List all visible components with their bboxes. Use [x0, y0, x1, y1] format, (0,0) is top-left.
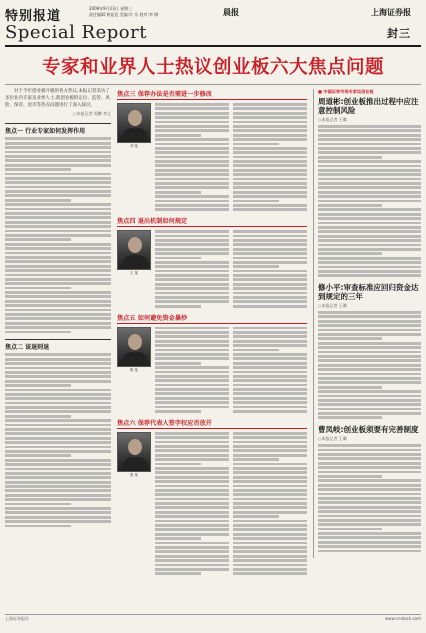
right-article-3	[318, 425, 421, 552]
article-columns	[5, 85, 421, 633]
body-text	[155, 432, 229, 575]
body-text	[233, 327, 307, 413]
main-headline: 专家和业界人士热议创业板六大焦点问题	[5, 47, 421, 85]
portrait-photo	[117, 327, 151, 367]
article-title: 周道彬:创业板推出过程中应注意控制风险	[318, 97, 419, 115]
focus-section-4	[117, 216, 307, 307]
portrait-photo	[117, 230, 151, 270]
body-text	[233, 103, 307, 211]
article-byline: ○本报记者 王璐	[318, 117, 347, 122]
section-title-en: Special Report	[5, 22, 147, 43]
section-title: 焦点一 行业专家如何发挥作用	[5, 123, 111, 135]
focus-section-3	[117, 89, 307, 211]
photo-caption: 陈 某	[129, 367, 139, 372]
issue-date: 2009年9月23日 星期三	[89, 6, 133, 11]
paper-logo: 晨报	[223, 7, 239, 17]
page-footer	[5, 614, 421, 620]
body-text	[155, 103, 229, 211]
right-article-2	[318, 283, 421, 419]
article-byline: ○本报记者 王璐	[318, 303, 347, 309]
left-section-1	[5, 123, 111, 333]
editor-credits: 责任编辑:黄显达 美编:许 乐 校对:李 钢	[89, 12, 159, 17]
body-text	[5, 137, 111, 333]
article-byline: ○本报记者 王璐	[318, 436, 347, 442]
column-kicker: ■ 中国证券市场专家谈创业板	[318, 89, 374, 94]
focus-title: 焦点三 保荐办法是否需进一步修改	[117, 89, 307, 100]
body-text	[233, 432, 307, 575]
body-text	[233, 230, 307, 307]
portrait-photo	[117, 432, 151, 472]
paper-name: 上海证券报	[371, 7, 411, 17]
photo-caption: 张 某	[129, 472, 139, 477]
left-section-2	[5, 339, 111, 527]
focus-section-6	[117, 418, 307, 575]
portrait-photo	[117, 103, 151, 143]
focus-title: 焦点五 如何避免资金暴炒	[117, 313, 307, 324]
intro-text: 对于今年创业板开板的各方热议,本报记者采访了多位业内专家及业界人士,就创业板的定位、监管、风险、保荐、退市等热点问题进行了深入探讨。	[5, 89, 110, 108]
page-number: 封三	[387, 27, 411, 40]
middle-column	[117, 89, 307, 580]
focus-title: 焦点六 保荐代表人签字权应否放开	[117, 418, 307, 429]
body-text	[318, 444, 421, 552]
body-text	[155, 230, 229, 307]
article-title: 曹凤岐:创业板须要有完善制度	[318, 425, 419, 435]
photo-caption: 王 某	[129, 271, 139, 276]
body-text	[155, 327, 229, 413]
focus-section-5	[117, 313, 307, 413]
body-text	[5, 353, 111, 527]
section-title: 焦点二 该退则退	[5, 339, 111, 351]
body-text	[318, 311, 421, 419]
photo-caption: 刘 某	[129, 144, 139, 148]
right-article-1	[318, 97, 421, 277]
left-column	[5, 89, 111, 527]
intro-byline: ○本报记者 周鹏 李义	[72, 111, 111, 117]
footer-left: 上海证券报社	[5, 616, 29, 621]
article-title: 修小平:审查标准应回归资金达到规定的三年	[318, 283, 419, 302]
footer-right: www.cnstock.com	[385, 616, 421, 621]
masthead	[5, 3, 421, 47]
body-text	[318, 125, 421, 277]
section-title-cn: 特别报道	[5, 9, 62, 24]
focus-title: 焦点四 退出机制如何规定	[117, 216, 307, 227]
right-column	[313, 89, 421, 558]
